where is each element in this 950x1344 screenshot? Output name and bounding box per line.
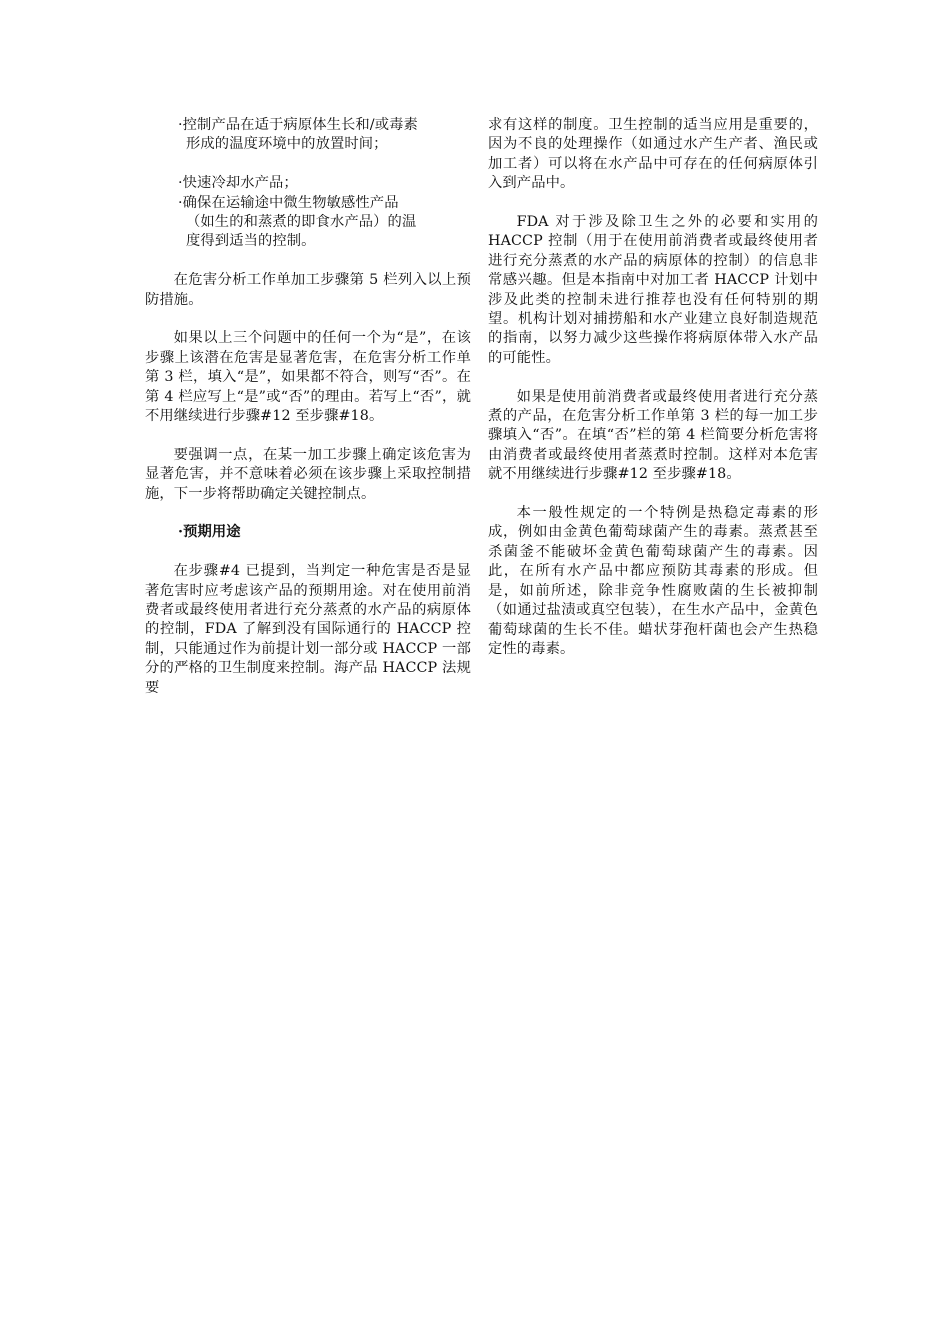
right-column — [488, 116, 818, 659]
bullet-time-temperature — [145, 116, 471, 155]
paragraph: 如果是使用前消费者或最终使用者进行充分蒸煮的产品，在危害分析工作单第 3 栏的每一加工步骤填入“否”。在填“否”栏的第 4 栏简要分析危害将由消费者或最终使用者蒸煮时控制。这样对本危害就不用继续进行步骤#12 至步骤#18。 — [488, 388, 818, 483]
bullet-rapid-cooling — [145, 174, 471, 193]
bullet-line: 度得到适当的控制。 — [186, 233, 316, 250]
paragraph: 在步骤#4 已提到，当判定一种危害是否是显著危害时应考虑该产品的预期用途。对在使用前消费者或最终使用者进行充分蒸煮的水产品的病原体的控制，FDA 了解到没有国际通行的 HACCP 控制，只能通过作为前提计划一部分或 HACCP 一部分的严格的卫生制度来控制。海产品 HACCP 法规要 — [145, 563, 471, 696]
bullet-line: ·控制产品在适于病原体生长和/或毒素 — [178, 117, 418, 133]
bullet-line: ·快速冷却水产品； — [178, 175, 298, 192]
paragraph: 如果以上三个问题中的任何一个为“是”，在该步骤上该潜在危害是显著危害，在危害分析工作单第 3 栏，填入“是”，如果都不符合，则写“否”。在第 4 栏应写上“是”或“否”的理由。若写上“否”，就不用继续进行步骤#12 至步骤#18。 — [145, 330, 471, 425]
paragraph: FDA 对于涉及除卫生之外的必要和实用的 HACCP 控制（用于在使用前消费者或最终使用者进行充分蒸煮的水产品的病原体的控制）的信息非常感兴趣。但是本指南中对加工者 HACCP 计划中涉及此类的控制未进行推荐也没有任何特别的期望。机构计划对捕捞船和水产业建立良好制造规范的指南，以努力减少这些操作将病原体带入水产品的可能性。 — [488, 214, 818, 366]
section-heading: ·预期用途 — [178, 524, 241, 541]
left-column — [145, 116, 471, 698]
paragraph: 求有这样的制度。卫生控制的适当应用是重要的，因为不良的处理操作（如通过水产生产者、渔民或加工者）可以将在水产品中可存在的任何病原体引入到产品中。 — [488, 117, 818, 192]
bullet-transport-control — [145, 194, 471, 252]
bullet-line: ·确保在运输途中微生物敏感性产品 — [178, 194, 399, 211]
bullet-line: 形成的温度环境中的放置时间； — [186, 136, 388, 153]
paragraph: 本一般性规定的一个特例是热稳定毒素的形成，例如由金黄色葡萄球菌产生的毒素。蒸煮甚至杀菌釜不能破坏金黄色葡萄球菌产生的毒素。因此，在所有水产品中都应预防其毒素的形成。但是，如前所述，除非竞争性腐败菌的生长被抑制（如通过盐渍或真空包装），在生水产品中，金黄色葡萄球菌的生长不佳。蜡状芽孢杆菌也会产生热稳定性的毒素。 — [488, 505, 818, 657]
paragraph: 要强调一点，在某一加工步骤上确定该危害为显著危害，并不意味着必须在该步骤上采取控制措施，下一步将帮助确定关键控制点。 — [145, 446, 471, 502]
bullet-line: （如生的和蒸煮的即食水产品）的温 — [186, 214, 417, 231]
paragraph: 在危害分析工作单加工步骤第 5 栏列入以上预防措施。 — [145, 272, 471, 308]
